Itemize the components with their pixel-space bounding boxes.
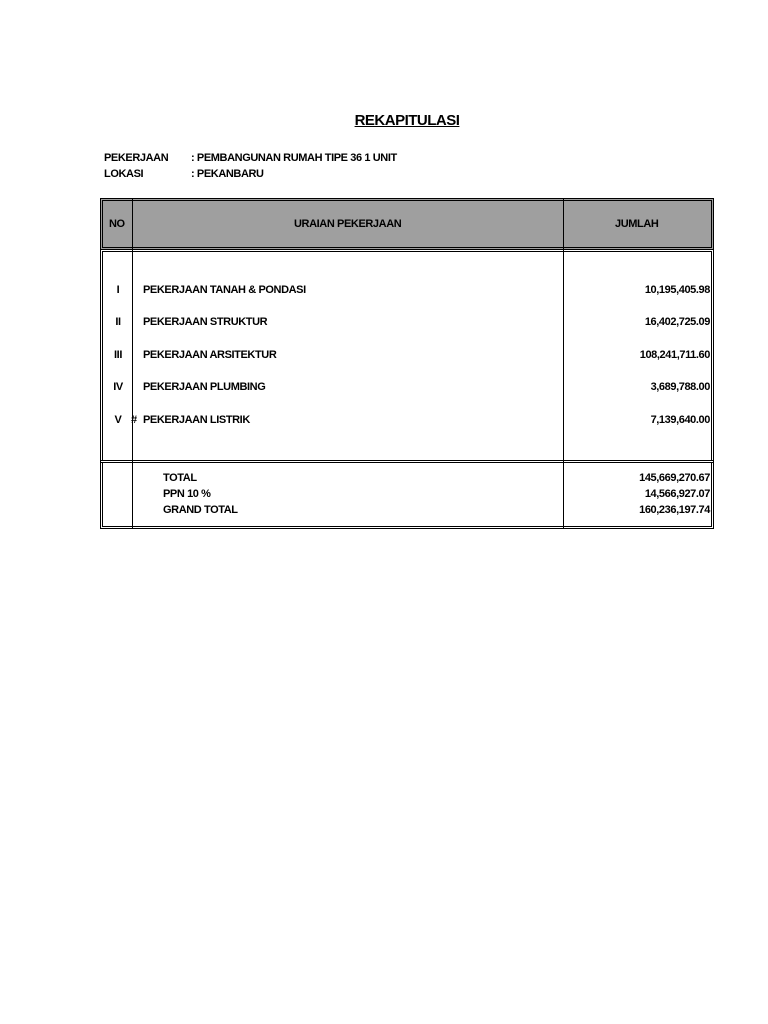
row-uraian: PEKERJAAN ARSITEKTUR <box>143 349 277 361</box>
total-value: 145,669,270.67 <box>639 472 710 484</box>
ppn-label: PPN 10 % <box>163 488 211 500</box>
table-row <box>100 316 714 330</box>
ppn-value: 14,566,927.07 <box>644 488 710 500</box>
row-uraian: PEKERJAAN LISTRIK <box>143 414 250 426</box>
row-uraian: PEKERJAAN STRUKTUR <box>143 316 268 328</box>
grand-total-value: 160,236,197.74 <box>639 504 710 516</box>
row-jumlah: 3,689,788.00 <box>650 381 710 393</box>
row-no: III <box>114 349 122 361</box>
row-uraian: PEKERJAAN PLUMBING <box>143 381 266 393</box>
meta-label: PEKERJAAN <box>104 152 169 164</box>
row-no: II <box>115 316 121 328</box>
meta-value: : PEKANBARU <box>191 168 264 180</box>
row-no: V <box>114 414 122 426</box>
table-row <box>100 381 714 395</box>
table-row <box>100 284 714 298</box>
row-jumlah: 7,139,640.00 <box>650 414 710 426</box>
meta-label: LOKASI <box>104 168 144 180</box>
grand-total-row <box>100 504 714 518</box>
header-no: NO <box>109 218 125 230</box>
total-label: TOTAL <box>163 472 197 484</box>
header-jumlah: JUMLAH <box>615 218 659 230</box>
recap-table <box>100 198 714 529</box>
row-jumlah: 10,195,405.98 <box>644 284 710 296</box>
document-title: REKAPITULASI <box>354 112 460 129</box>
table-row <box>100 414 714 428</box>
row-no: IV <box>113 381 123 393</box>
grand-total-label: GRAND TOTAL <box>163 504 238 516</box>
row-uraian: PEKERJAAN TANAH & PONDASI <box>143 284 306 296</box>
total-row <box>100 472 714 486</box>
row-mark: # <box>131 414 137 426</box>
header-uraian: URAIAN PEKERJAAN <box>294 218 402 230</box>
ppn-row <box>100 488 714 502</box>
table-row <box>100 349 714 363</box>
row-no: I <box>116 284 120 296</box>
meta-value: : PEMBANGUNAN RUMAH TIPE 36 1 UNIT <box>191 152 397 164</box>
row-jumlah: 108,241,711.60 <box>639 349 710 361</box>
row-jumlah: 16,402,725.09 <box>644 316 710 328</box>
